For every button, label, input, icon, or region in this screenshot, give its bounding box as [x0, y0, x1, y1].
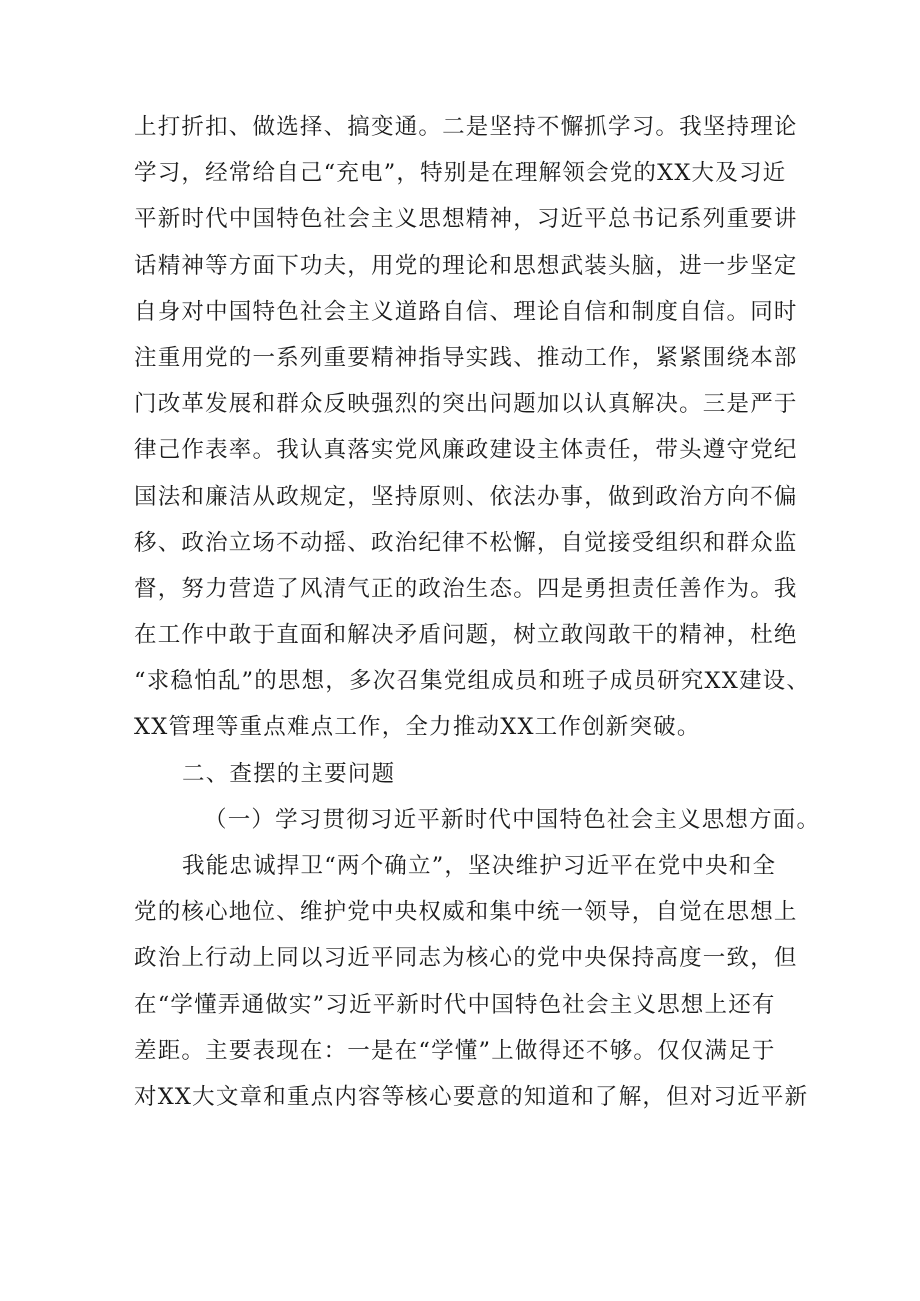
text-line: 自身对中国特色社会主义道路自信、理论自信和制度自信。同时 — [134, 298, 798, 325]
paragraph-line: 我能忠诚捍卫“两个确立”，坚决维护习近平在党中央和全 — [182, 853, 777, 879]
text-line: 平新时代中国特色社会主义思想精神，习近平总书记系列重要讲 — [134, 206, 798, 233]
text-line: 移、政治立场不动摇、政治纪律不松懈，自觉接受组织和群众监 — [134, 529, 798, 556]
text-line: “求稳怕乱”的思想，多次召集党组成员和班子成员研究XX建设、 — [134, 668, 811, 695]
text-line: 话精神等方面下功夫，用党的理论和思想武装头脑，进一步坚定 — [134, 252, 798, 279]
text-line: 国法和廉洁从政规定，坚持原则、依法办事，做到政治方向不偏 — [134, 483, 798, 510]
text-line: 在工作中敢于直面和解决矛盾问题，树立敢闯敢干的精神，杜绝 — [134, 622, 798, 649]
text-line: 学习，经常给自己“充电”，特别是在理解领会党的XX大及习近 — [134, 160, 787, 187]
text-line: 注重用党的一系列重要精神指导实践、推动工作，紧紧围绕本部 — [134, 344, 798, 371]
paragraph-line: 政治上行动上同以习近平同志为核心的党中央保持高度一致，但 — [134, 945, 798, 972]
text-line: 门改革发展和群众反映强烈的突出问题加以认真解决。三是严于 — [134, 391, 798, 418]
section-heading: 二、查摆的主要问题 — [182, 760, 396, 787]
text-line: XX管理等重点难点工作，全力推动XX工作创新突破。 — [134, 714, 701, 741]
paragraph-line: 党的核心地位、维护党中央权威和集中统一领导，自觉在思想上 — [134, 899, 798, 926]
text-line: 上打折扣、做选择、搞变通。二是坚持不懈抓学习。我坚持理论 — [134, 114, 798, 140]
paragraph-line: 差距。主要表现在：一是在“学懂”上做得还不够。仅仅满足于 — [134, 1037, 776, 1064]
text-line: 督，努力营造了风清气正的政治生态。四是勇担责任善作为。我 — [134, 575, 798, 602]
paragraph-line: 对XX大文章和重点内容等核心要意的知道和了解，但对习近平新 — [134, 1083, 809, 1110]
subsection-heading: （一）学习贯彻习近平新时代中国特色社会主义思想方面。 — [204, 806, 821, 833]
paragraph-line: 在“学懂弄通做实”习近平新时代中国特色社会主义思想上还有 — [134, 991, 776, 1018]
document-body — [134, 104, 821, 1120]
text-line: 律己作表率。我认真落实党风廉政建设主体责任，带头遵守党纪 — [134, 437, 798, 464]
